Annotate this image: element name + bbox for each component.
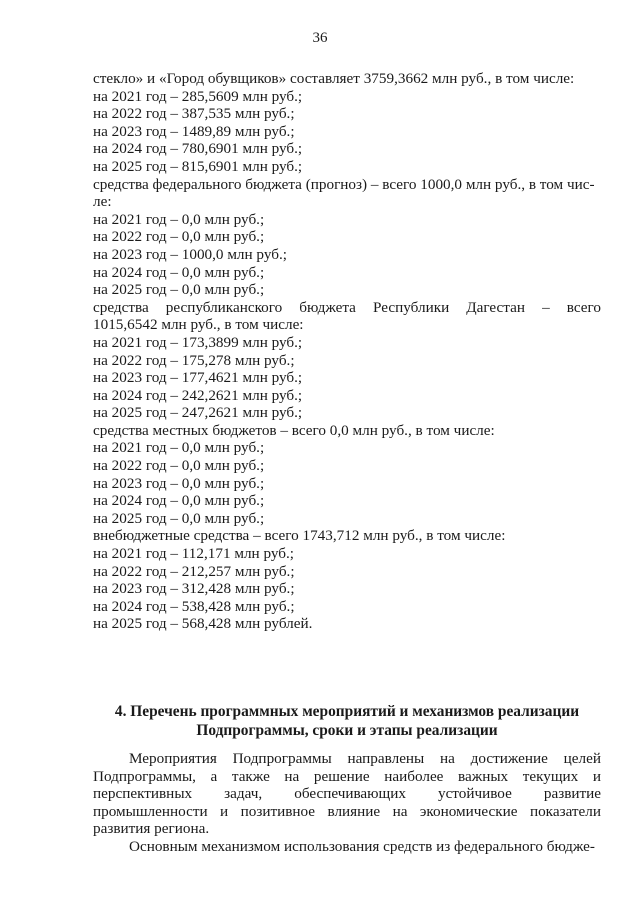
text-line: на 2024 год – 780,6901 млн руб.; (93, 140, 303, 158)
text-line: на 2023 год – 312,428 млн руб.; (93, 580, 295, 598)
word: бюджета (299, 298, 356, 316)
body-text (93, 750, 601, 856)
text-line: на 2025 год – 815,6901 млн руб.; (93, 157, 303, 175)
republic-budget-line (93, 299, 601, 317)
text-line: на 2025 год – 0,0 млн руб.; (93, 281, 265, 299)
text-line: на 2023 год – 1000,0 млн руб.; (93, 245, 287, 263)
text-line: на 2022 год – 387,535 млн руб.; (93, 105, 295, 123)
paragraph: Основным механизмом использования средств из федерального бюдже- (129, 837, 595, 855)
text-line: на 2022 год – 0,0 млн руб.; (93, 228, 265, 246)
text-line: на 2021 год – 0,0 млн руб.; (93, 439, 265, 457)
text-line: на 2021 год – 285,5609 млн руб.; (93, 87, 303, 105)
word: Республики (373, 298, 450, 316)
word: – (542, 298, 550, 316)
word: всего (566, 298, 601, 316)
text-line: на 2025 год – 568,428 млн рублей. (93, 615, 313, 633)
text-line: средства местных бюджетов – всего 0,0 млн руб., в том числе: (93, 421, 495, 439)
text-line: ле: (93, 193, 112, 211)
text-line: на 2021 год – 112,171 млн руб.; (93, 545, 294, 563)
text-line: 1015,6542 млн руб., в том числе: (93, 316, 304, 334)
text-line: на 2024 год – 242,2621 млн руб.; (93, 386, 303, 404)
word: Дагестан (466, 298, 525, 316)
text-line: стекло» и «Город обувщиков» составляет 3759,3662 млн руб., в том числе: (93, 70, 575, 87)
text-line: на 2024 год – 538,428 млн руб.; (93, 597, 295, 615)
word: республиканского (165, 298, 283, 316)
text-line: на 2023 год – 177,4621 млн руб.; (93, 369, 303, 387)
text-line: на 2021 год – 0,0 млн руб.; (93, 210, 265, 228)
text-line: на 2022 год – 0,0 млн руб.; (93, 457, 265, 475)
text-line: на 2025 год – 247,2621 млн руб.; (93, 404, 303, 422)
text-line: на 2021 год – 173,3899 млн руб.; (93, 333, 303, 351)
text-line: внебюджетные средства – всего 1743,712 млн руб., в том числе: (93, 527, 506, 545)
page-number: 36 (312, 30, 328, 46)
paragraph: Мероприятия Подпрограммы направлены на достижение целей Подпрограммы, а также на решение наиболее важных текущих и перспективных задач, обеспечивающих устойчивое развитие промышленности и позитивное влияние на экономические показатели развития региона. (93, 750, 601, 838)
text-line: на 2024 год – 0,0 млн руб.; (93, 492, 265, 510)
text-line: на 2024 год – 0,0 млн руб.; (93, 263, 265, 281)
text-line: на 2023 год – 1489,89 млн руб.; (93, 122, 295, 140)
text-line: на 2022 год – 175,278 млн руб.; (93, 351, 295, 369)
word: средства (93, 298, 149, 316)
funding-breakdown (93, 70, 601, 633)
text-line: средства федерального бюджета (прогноз) – всего 1000,0 млн руб., в том чис- (93, 175, 595, 193)
text-line: на 2022 год – 212,257 млн руб.; (93, 562, 295, 580)
heading-line-2: Подпрограммы, сроки и этапы реализации (196, 722, 498, 739)
text-line: на 2023 год – 0,0 млн руб.; (93, 474, 265, 492)
section-heading (93, 702, 601, 740)
text-line: на 2025 год – 0,0 млн руб.; (93, 509, 265, 527)
heading-line-1: 4. Перечень программных мероприятий и механизмов реализации (114, 703, 580, 720)
